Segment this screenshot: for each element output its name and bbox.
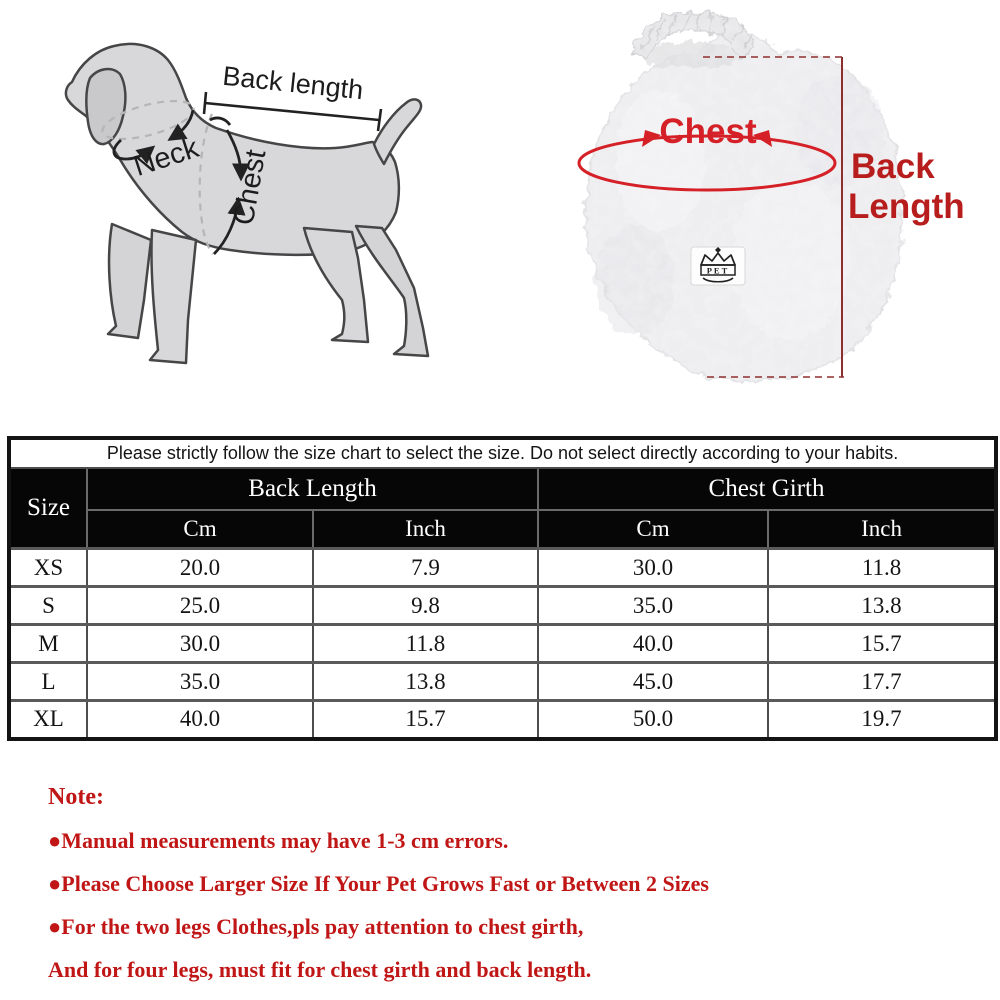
garment-back-label: Back [851, 147, 935, 186]
back-length-measure-line [205, 103, 379, 120]
dog-front-leg-near [150, 230, 196, 363]
back-length-label: Back length [221, 60, 365, 106]
table-row-m [9, 625, 996, 663]
cell-size: S [9, 587, 87, 625]
chest-arrow-top [210, 118, 230, 125]
garment-brand-tag [691, 247, 745, 285]
cell-size: XL [9, 701, 87, 739]
col-header-chest-inch: Inch [768, 510, 996, 549]
back-length-tick-left [204, 92, 206, 114]
notes-title: Note: [48, 784, 104, 810]
col-header-back-length: Back Length [87, 468, 538, 510]
table-row-xl [9, 701, 996, 739]
cell-chest-cm: 50.0 [538, 701, 768, 739]
cell-back-cm: 40.0 [87, 701, 313, 739]
col-header-chest-cm: Cm [538, 510, 768, 549]
cell-back-cm: 20.0 [87, 549, 313, 587]
neck-label: Neck [129, 132, 203, 183]
cell-size: M [9, 625, 87, 663]
cell-back-cm: 25.0 [87, 587, 313, 625]
note-line-measure-error: ●Manual measurements may have 1-3 cm errors. [48, 828, 509, 853]
chest-label: Chest [227, 147, 273, 228]
dog-measurement-diagram [0, 0, 510, 430]
size-table-section [7, 436, 998, 741]
collar-opening [643, 42, 743, 68]
cell-chest-inch: 13.8 [768, 587, 996, 625]
tag-text: PET [706, 265, 730, 276]
cell-chest-inch: 11.8 [768, 549, 996, 587]
cell-chest-inch: 17.7 [768, 663, 996, 701]
table-row-xs [9, 549, 996, 587]
cell-back-inch: 11.8 [313, 625, 538, 663]
cell-chest-inch: 15.7 [768, 625, 996, 663]
garment-photo [540, 0, 1000, 430]
cell-chest-cm: 35.0 [538, 587, 768, 625]
garment-chest-label: Chest [659, 112, 757, 151]
back-length-tick-right [378, 109, 381, 131]
cell-back-cm: 35.0 [87, 663, 313, 701]
size-warning-banner: Please strictly follow the size chart to select the size. Do not select directly according to your habits. [9, 438, 996, 468]
garment-length-label: Length [848, 187, 965, 226]
cell-chest-cm: 45.0 [538, 663, 768, 701]
table-row-l [9, 663, 996, 701]
note-line-choose-larger: ●Please Choose Larger Size If Your Pet Grows Fast or Between 2 Sizes [48, 871, 709, 896]
size-chart-table [7, 436, 998, 741]
note-line-two-legs: ●For the two legs Clothes,pls pay attention to chest girth, [48, 914, 584, 939]
cell-back-inch: 7.9 [313, 549, 538, 587]
col-header-chest-girth: Chest Girth [538, 468, 996, 510]
cell-size: L [9, 663, 87, 701]
note-line-four-legs: And for four legs, must fit for chest girth and back length. [48, 957, 592, 982]
cell-back-inch: 9.8 [313, 587, 538, 625]
cell-back-inch: 13.8 [313, 663, 538, 701]
col-header-back-inch: Inch [313, 510, 538, 549]
table-row-s [9, 587, 996, 625]
col-header-back-cm: Cm [87, 510, 313, 549]
cell-size: XS [9, 549, 87, 587]
cell-chest-cm: 40.0 [538, 625, 768, 663]
cell-chest-cm: 30.0 [538, 549, 768, 587]
col-header-size: Size [9, 468, 87, 549]
cell-chest-inch: 19.7 [768, 701, 996, 739]
cell-back-inch: 15.7 [313, 701, 538, 739]
cell-back-cm: 30.0 [87, 625, 313, 663]
notes-section [48, 784, 709, 983]
dog-front-leg-far [108, 224, 151, 338]
